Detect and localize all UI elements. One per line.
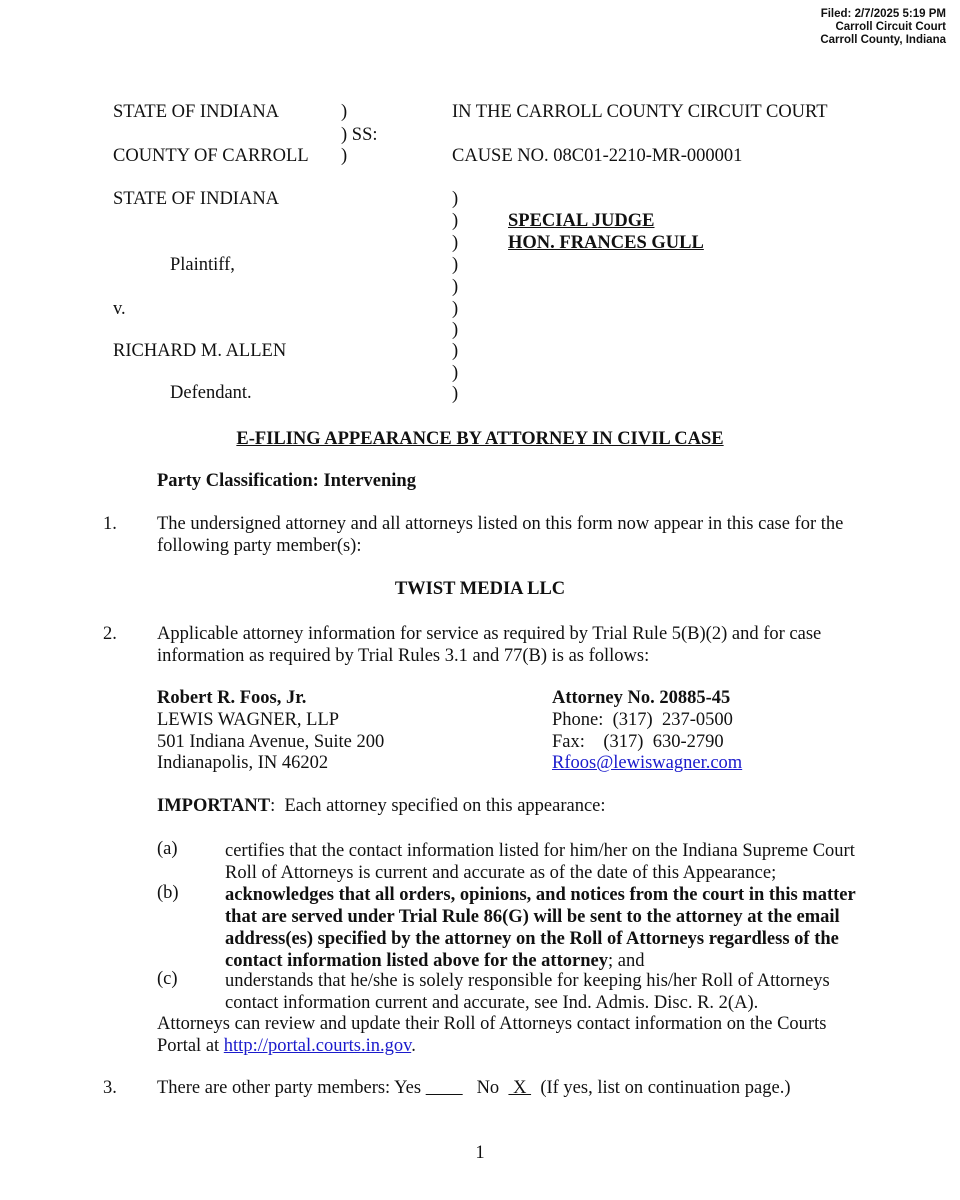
no-label: No [476, 1078, 500, 1098]
caption-paren: ) [452, 341, 459, 361]
caption-paren: ) [452, 233, 459, 253]
caption-paren: ) [452, 255, 459, 275]
item-c-line-2: contact information current and accurate, see Ind. Admis. Disc. R. 2(A). [225, 993, 759, 1013]
portal-line-2 [157, 1035, 857, 1057]
item-1-line-1: The undersigned attorney and all attorneys listed on this form now appear in this case for the [157, 514, 844, 534]
court-name: IN THE CARROLL COUNTY CIRCUIT COURT [452, 102, 828, 122]
portal-paragraph [157, 1013, 857, 1057]
item-1-number: 1. [103, 514, 117, 534]
item-b-label: (b) [157, 883, 179, 903]
item-2-line-2: information as required by Trial Rules 3.1 and 77(B) is as follows: [157, 646, 650, 666]
item-b-line-3: address(es) specified by the attorney on the Roll of Attorneys regardless of the [225, 929, 839, 949]
yes-blank [426, 1079, 463, 1098]
attorney-number: Attorney No. 20885-45 [552, 688, 731, 708]
defendant-name: RICHARD M. ALLEN [113, 341, 287, 361]
venue-county: COUNTY OF CARROLL [113, 146, 309, 166]
item-1-line-2: following party member(s): [157, 536, 362, 556]
attorney-city: Indianapolis, IN 46202 [157, 753, 329, 773]
item-a-line-2: Roll of Attorneys is current and accurate as of the date of this Appearance; [225, 863, 777, 883]
caption-paren: ) [452, 320, 459, 340]
item-b-line-4 [225, 950, 857, 972]
plaintiff-role: Plaintiff, [170, 255, 235, 275]
special-judge-label: SPECIAL JUDGE [508, 211, 655, 231]
attorney-phone: Phone: (317) 237-0500 [552, 710, 733, 730]
item-2-number: 2. [103, 624, 117, 644]
item-2-line-1: Applicable attorney information for service as required by Trial Rule 5(B)(2) and for case [157, 624, 822, 644]
judge-name: HON. FRANCES GULL [508, 233, 704, 253]
item-3-number: 3. [103, 1078, 117, 1098]
attorney-name: Robert R. Foos, Jr. [157, 688, 307, 708]
item-3-text: There are other party members: Yes [157, 1078, 422, 1098]
item-c-label: (c) [157, 969, 178, 989]
portal-prefix: Portal at [157, 1036, 224, 1056]
item-b-tail: ; and [607, 951, 645, 971]
stamp-court: Carroll Circuit Court [835, 21, 946, 33]
item-c-text [225, 970, 857, 1014]
page-number: 1 [475, 1143, 485, 1163]
item-3-line [157, 1079, 791, 1098]
item-a-text [225, 840, 857, 884]
caption-paren: ) [452, 299, 459, 319]
item-c-line-1: understands that he/she is solely responsible for keeping his/her Roll of Attorneys [225, 971, 830, 991]
important-line [157, 797, 606, 816]
attorney-email-link[interactable]: Rfoos@lewiswagner.com [552, 753, 743, 773]
document-title: E-FILING APPEARANCE BY ATTORNEY IN CIVIL CASE [236, 429, 724, 449]
portal-line-1: Attorneys can review and update their Roll of Attorneys contact information on the Courts [157, 1014, 827, 1034]
attorney-street: 501 Indiana Avenue, Suite 200 [157, 732, 385, 752]
item-b-line-2: that are served under Trial Rule 86(G) will be sent to the attorney at the email [225, 907, 840, 927]
venue-paren: ) [341, 146, 348, 166]
item-b-line-1: acknowledges that all orders, opinions, and notices from the court in this matter [225, 885, 856, 905]
party-classification: Party Classification: Intervening [157, 471, 416, 491]
item-a-label: (a) [157, 839, 178, 859]
versus: v. [113, 299, 126, 319]
plaintiff-name: STATE OF INDIANA [113, 189, 280, 209]
venue-paren: ) [341, 102, 348, 122]
defendant-role: Defendant. [170, 383, 252, 403]
venue-ss: ) SS: [341, 125, 378, 145]
item-3-suffix: (If yes, list on continuation page.) [540, 1078, 791, 1098]
caption-paren: ) [452, 384, 459, 404]
item-b-text [225, 884, 857, 972]
portal-suffix: . [411, 1036, 416, 1056]
attorney-firm: LEWIS WAGNER, LLP [157, 710, 340, 730]
cause-number: CAUSE NO. 08C01-2210-MR-000001 [452, 146, 743, 166]
filing-stamp [820, 8, 946, 47]
no-value: X [508, 1078, 532, 1098]
party-member: TWIST MEDIA LLC [394, 579, 566, 599]
important-text: : Each attorney specified on this appearance: [270, 796, 606, 816]
filed-timestamp: Filed: 2/7/2025 5:19 PM [820, 8, 946, 20]
stamp-county: Carroll County, Indiana [820, 34, 946, 46]
venue-state: STATE OF INDIANA [113, 102, 280, 122]
portal-link[interactable]: http://portal.courts.in.gov [223, 1036, 412, 1056]
caption-paren: ) [452, 189, 459, 209]
item-a-line-1: certifies that the contact information listed for him/her on the Indiana Supreme Court [225, 841, 855, 861]
item-b-line-4-bold: contact information listed above for the attorney [225, 951, 608, 971]
caption-paren: ) [452, 363, 459, 383]
important-label: IMPORTANT [157, 796, 271, 816]
caption-paren: ) [452, 277, 459, 297]
attorney-fax: Fax: (317) 630-2790 [552, 732, 724, 752]
caption-paren: ) [452, 211, 459, 231]
